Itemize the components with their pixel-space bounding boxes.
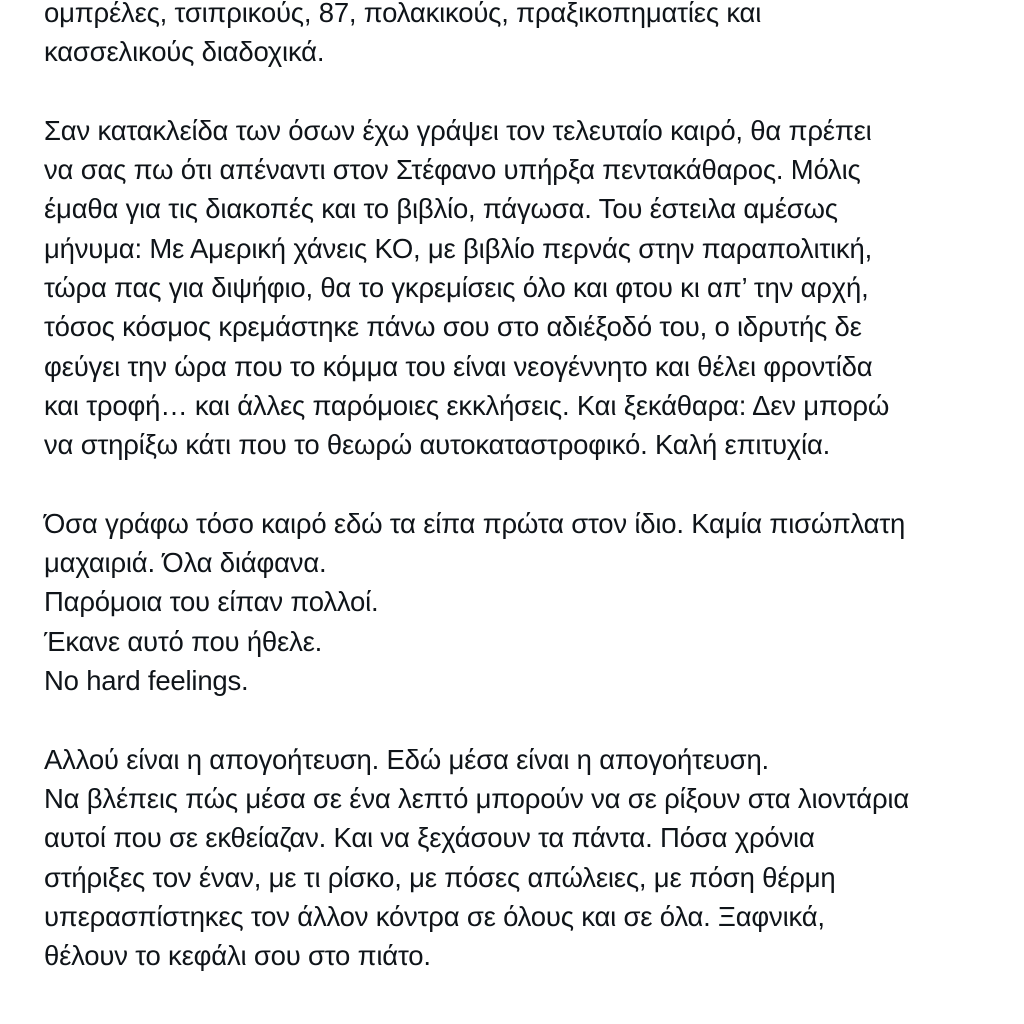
text-line: τόσος κόσμος κρεμάστηκε πάνω σου στο αδιέξοδό του, ο ιδρυτής δε [44,311,862,343]
text-line: κασσελικούς διαδοχικά. [44,36,325,68]
text-line: Όσα γράφω τόσο καιρό εδώ τα είπα πρώτα στον ίδιο. Καμία πισώπλατη [44,507,906,539]
paragraph-1 [44,0,1004,72]
text-line: Παρόμοια του είπαν πολλοί. [44,586,379,618]
text-line: φεύγει την ώρα που το κόμμα του είναι νεογέννητο και θέλει φροντίδα [44,350,873,382]
text-line: Αλλού είναι η απογοήτευση. Εδώ μέσα είναι η απογοήτευση. [44,743,769,775]
text-line: μήνυμα: Με Αμερική χάνεις ΚΟ, με βιβλίο περνάς στην παραπολιτική, [44,232,873,264]
paragraph-3 [44,504,1004,700]
text-line: μαχαιριά. Όλα διάφανα. [44,547,327,579]
text-line: αυτοί που σε εκθείαζαν. Και να ξεχάσουν τα πάντα. Πόσα χρόνια [44,822,815,854]
text-line: No hard feelings. [44,665,249,697]
text-line: Να βλέπεις πώς μέσα σε ένα λεπτό μπορούν να σε ρίξουν στα λιοντάρια [44,782,910,814]
text-line: Σαν κατακλείδα των όσων έχω γράψει τον τελευταίο καιρό, θα πρέπει [44,114,872,146]
text-line: να σας πω ότι απέναντι στον Στέφανο υπήρξα πεντακάθαρος. Μόλις [44,154,861,186]
post-body [44,0,1004,1015]
paragraph-4 [44,740,1004,976]
text-line: ομπρέλες, τσιπρικούς, 87, πολακικούς, πραξικοπηματίες και [44,0,762,28]
text-line: Έκανε αυτό που ήθελε. [44,625,323,657]
paragraph-2 [44,111,1004,465]
text-line: τώρα πας για διψήφιο, θα το γκρεμίσεις όλο και φτου κι απ’ την αρχή, [44,272,869,304]
text-line: και τροφή… και άλλες παρόμοιες εκκλήσεις. Και ξεκάθαρα: Δεν μπορώ [44,389,890,421]
text-line: να στηρίξω κάτι που το θεωρώ αυτοκαταστροφικό. Καλή επιτυχία. [44,429,831,461]
text-line: υπερασπίστηκες τον άλλον κόντρα σε όλους και σε όλα. Ξαφνικά, [44,900,825,932]
text-line: στήριξες τον έναν, με τι ρίσκο, με πόσες απώλειες, με πόση θέρμη [44,861,836,893]
text-line: έμαθα για τις διακοπές και το βιβλίο, πάγωσα. Του έστειλα αμέσως [44,193,838,225]
text-line: θέλουν το κεφάλι σου στο πιάτο. [44,940,431,972]
